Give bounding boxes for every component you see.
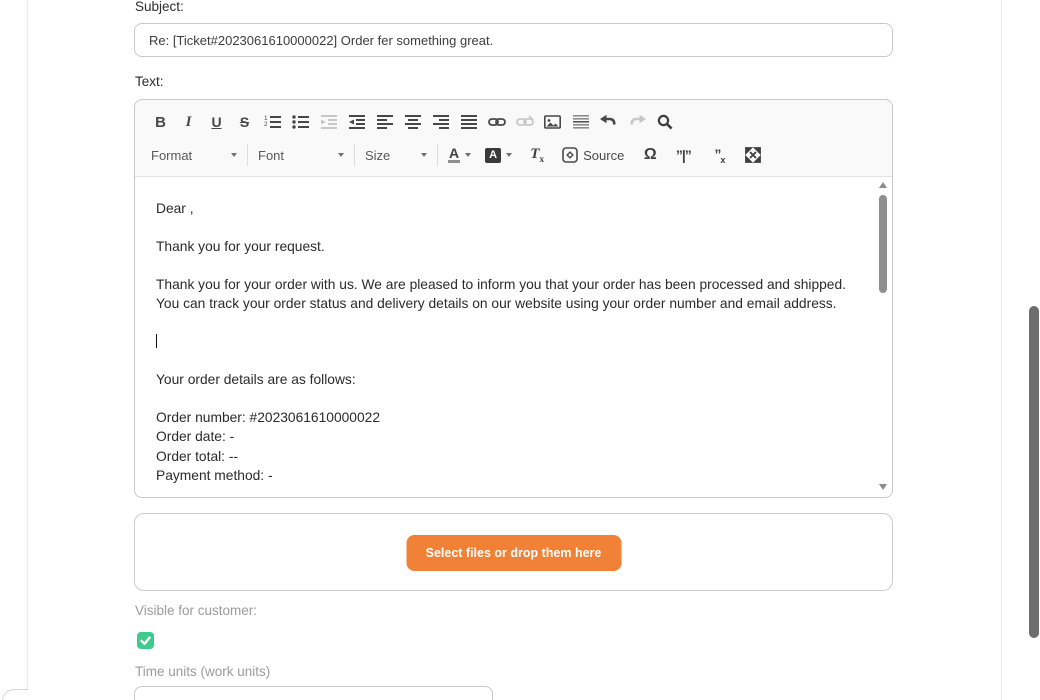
image-icon[interactable] [543, 111, 562, 133]
chevron-down-icon [231, 153, 237, 157]
attachment-dropzone[interactable] [134, 513, 893, 591]
size-dropdown-label: Size [365, 147, 391, 163]
editor-line: Order number: #2023061610000022 [156, 410, 380, 425]
scroll-up-arrow-icon[interactable] [879, 182, 887, 188]
insert-quote-icon[interactable]: ”|” [675, 147, 691, 163]
format-dropdown-label: Format [151, 147, 193, 163]
select-files-button[interactable]: Select files or drop them here [406, 535, 621, 571]
bullet-list-icon[interactable] [291, 111, 310, 133]
format-dropdown[interactable] [151, 143, 237, 167]
time-units-input[interactable] [134, 686, 493, 700]
indent-icon[interactable] [347, 111, 366, 133]
font-dropdown-label: Font [258, 147, 285, 163]
panel-left-border [27, 0, 28, 700]
subject-input[interactable] [134, 23, 893, 57]
horizontal-rule-icon[interactable] [571, 111, 590, 133]
svg-text:2: 2 [264, 121, 268, 128]
scroll-down-arrow-icon[interactable] [879, 484, 887, 490]
editor-scrollbar-thumb[interactable] [879, 195, 887, 293]
visible-for-customer-label: Visible for customer: [135, 603, 258, 618]
toolbar-separator [247, 144, 248, 166]
text-color-button[interactable] [448, 143, 471, 167]
time-units-label: Time units (work units) [135, 664, 271, 679]
undo-icon[interactable] [599, 111, 618, 133]
editor-line: Payment method: - [156, 468, 273, 484]
editor-line: Thank you for your request. [156, 239, 325, 254]
align-center-icon[interactable] [403, 111, 422, 133]
editor-body[interactable] [136, 178, 891, 496]
lower-panel-corner [2, 689, 28, 700]
strikethrough-icon[interactable]: S [239, 114, 250, 130]
link-icon[interactable] [487, 111, 506, 133]
bold-icon[interactable]: B [155, 113, 166, 131]
page-scrollbar-thumb[interactable] [1029, 306, 1039, 638]
align-left-icon[interactable] [375, 111, 394, 133]
outdent-icon [319, 111, 338, 133]
align-right-icon[interactable] [431, 111, 450, 133]
source-button-label: Source [583, 147, 625, 163]
svg-text:1: 1 [264, 115, 268, 122]
maximize-icon[interactable] [742, 144, 764, 166]
toolbar-separator [437, 144, 438, 166]
chevron-down-icon [421, 153, 427, 157]
editor-scrollbar[interactable] [877, 179, 889, 494]
chevron-down-icon [338, 153, 344, 157]
remove-quote-icon[interactable]: $”_x$ [714, 145, 725, 165]
numbered-list-icon[interactable] [263, 111, 282, 133]
chevron-down-icon [506, 153, 512, 157]
text-label: Text: [135, 74, 164, 89]
editor-paragraph: Thank you for your order with us. We are pleased to inform you that your order has been processed and shipped. You can track your order status and delivery details on our website using your order number and email address. [156, 277, 846, 311]
unlink-icon [515, 111, 534, 133]
editor-line: Your order details are as follows: [156, 372, 356, 387]
text-color-icon: A [449, 145, 460, 161]
panel-right-border [1001, 0, 1002, 700]
checkmark-icon [139, 634, 152, 647]
search-icon[interactable] [655, 111, 674, 133]
editor-line: Order total: -- [156, 448, 239, 464]
editor-empty-line [156, 256, 857, 275]
chevron-down-icon [465, 153, 471, 157]
editor-toolbar [135, 100, 892, 177]
redo-icon [627, 111, 646, 133]
toolbar-separator [354, 144, 355, 166]
background-color-icon: A [485, 148, 501, 163]
subject-label: Subject: [135, 0, 184, 14]
richtext-editor [134, 99, 893, 498]
background-color-button[interactable] [485, 143, 512, 167]
font-dropdown[interactable] [258, 143, 344, 167]
editor-line: Order date: - [156, 429, 235, 445]
editor-line: Dear , [156, 201, 194, 216]
remove-format-icon[interactable]: $T_x$ [530, 146, 544, 164]
special-character-icon[interactable]: Ω [643, 146, 657, 163]
editor-cursor-line [156, 332, 857, 351]
page-scrollbar[interactable] [1028, 0, 1040, 700]
source-button[interactable] [562, 147, 624, 163]
visible-for-customer-checkbox[interactable] [137, 632, 154, 649]
size-dropdown[interactable] [365, 143, 427, 167]
underline-icon[interactable]: U [211, 114, 222, 130]
text-cursor [156, 334, 157, 348]
justify-icon[interactable] [459, 111, 478, 133]
source-icon [562, 147, 578, 163]
italic-icon[interactable]: I [185, 113, 192, 130]
